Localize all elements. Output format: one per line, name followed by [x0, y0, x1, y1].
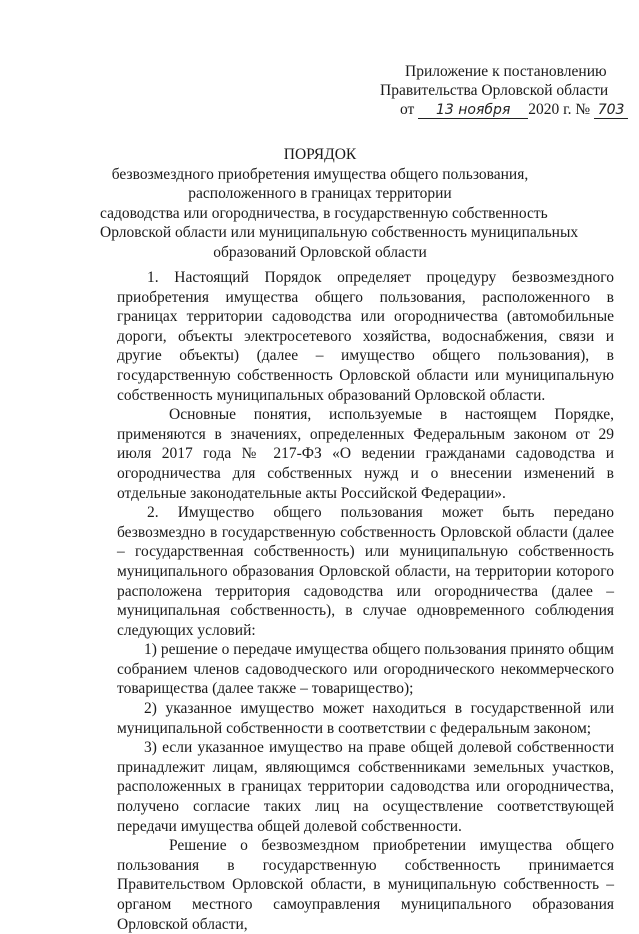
title-line: садоводства или огородничества, в государственную собственность — [100, 204, 548, 222]
date-prefix: от — [400, 101, 415, 118]
title-heading: ПОРЯДОК — [283, 146, 357, 163]
title-line: безвозмездного приобретения имущества общего пользования, — [111, 165, 529, 183]
handwritten-date: 13 ноября — [436, 102, 511, 118]
paragraph-decision: Решение о безвозмездном приобретении имущества общего пользования в государственную собственность принимается Правительством Орловской области, в муниципальную собственность – органом местного самоуправления муниципального образования Орловской области, — [117, 837, 614, 933]
date-field — [418, 102, 528, 119]
document-body — [117, 268, 614, 934]
paragraph-2: Основные понятия, используемые в настоящем Порядке, применяются в значениях, определенных Федеральным законом от 29 июля 2017 года № 217-ФЗ «О ведении гражданами садоводства и огородничества для собственных нужд и о внесении изменений в отдельные законодательные акты Российской Федерации». — [117, 406, 614, 502]
number-field — [594, 102, 628, 119]
title-line: образований Орловской области — [213, 243, 427, 261]
appendix-line-2: Правительства Орловской области — [380, 82, 609, 99]
document-title — [100, 145, 579, 262]
handwritten-number: 703 — [597, 102, 625, 118]
appendix-line-1: Приложение к постановлению — [405, 63, 607, 80]
list-item-1: 1) решение о передаче имущества общего пользования принято общим собранием членов садоводческого или огороднического некоммерческого товарищества (далее также – товарищество); — [117, 641, 614, 698]
year-text: 2020 г. № — [528, 101, 591, 118]
title-line: Орловской области или муниципальную собственность муниципальных — [100, 224, 579, 241]
list-item-2: 2) указанное имущество может находиться в государственной или муниципальной собственности в соответствии с федеральным законом; — [117, 700, 614, 737]
paragraph-1: 1. Настоящий Порядок определяет процедуру безвозмездного приобретения имущества общего пользования, расположенного в границах территории садоводства или огородничества (автомобильные дороги, объекты электросетевого хозяйства, водоснабжения, связи и другие объекты) (далее – имущество общего пользования), в государственную собственность Орловской области или муниципальную собственность муниципальных образований Орловской области. — [117, 269, 614, 404]
appendix-date-line — [400, 100, 628, 119]
title-line: расположенного в границах территории — [188, 185, 452, 202]
paragraph-3: 2. Имущество общего пользования может быть передано безвозмездно в государственную собственность Орловской области (далее – государственная собственность) или муниципальную собственность муниципального образования Орловской области, на территории которого расположена территория садоводства или огородничества (далее – муниципальная собственность), в случае одновременного соблюдения следующих условий: — [117, 504, 614, 639]
list-item-3: 3) если указанное имущество на праве общей долевой собственности принадлежит лицам, являющимся собственниками земельных участков, расположенных в границах территории садоводства или огородничества, получено согласие таких лиц на осуществление соответствующей передачи имущества общей долевой собственности. — [117, 739, 614, 835]
